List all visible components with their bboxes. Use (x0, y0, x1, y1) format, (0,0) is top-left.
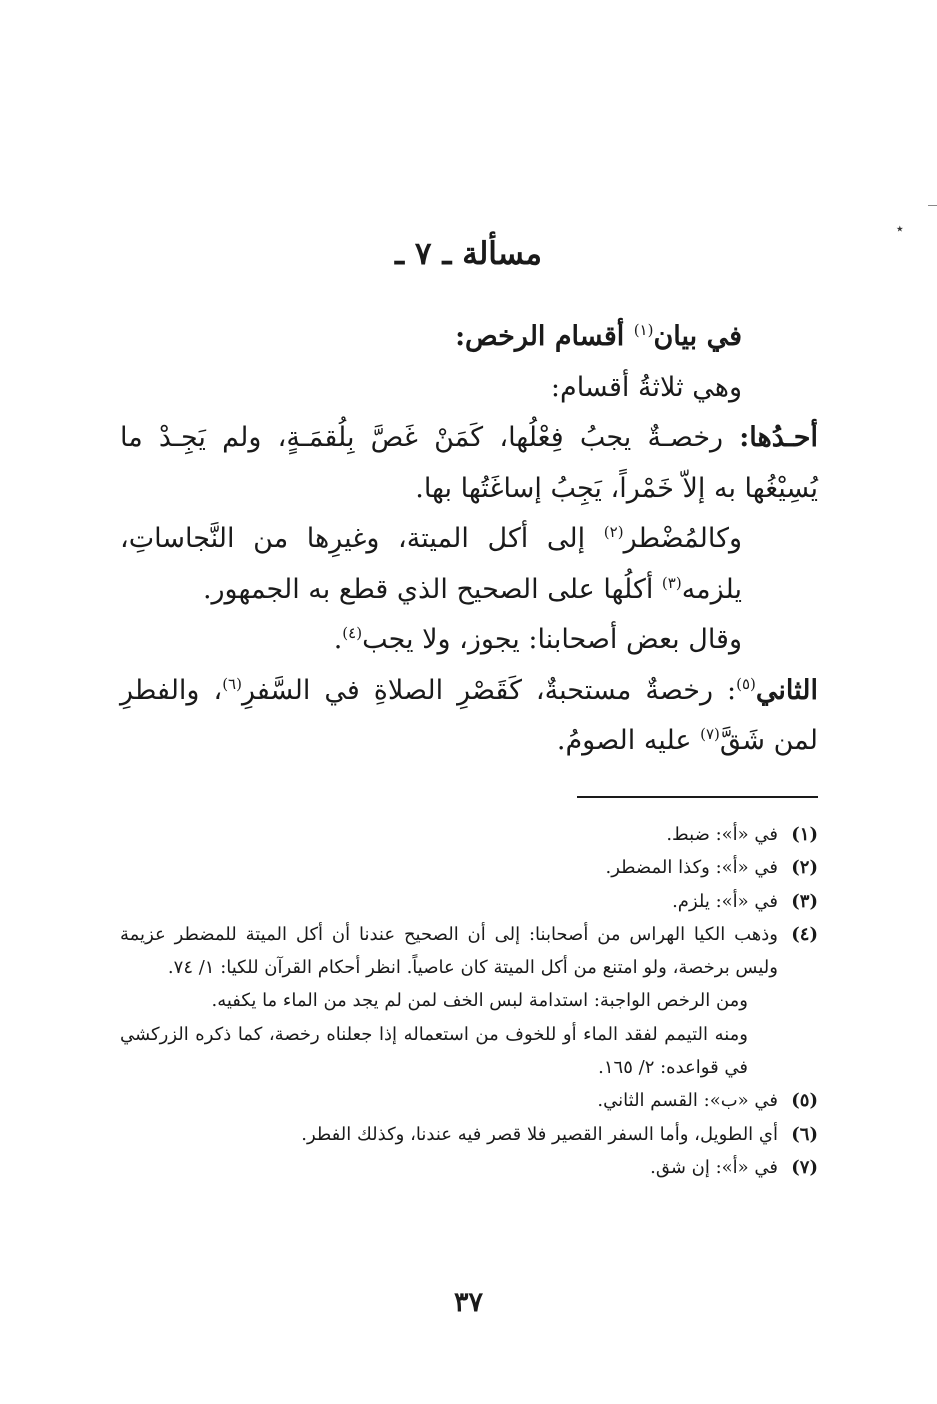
paragraph-3-rest: رخصـةٌ يجبُ فِعْلُها، كَمَنْ غَصَّ بِلُقمَـةٍ، ولم يَجِـدْ ما يُسِيْغُها به إلاّ خَمْراً، يَجِبُ إساغَتُها بها. (120, 422, 818, 504)
footnote-ref-4[interactable]: (٤) (342, 624, 363, 642)
footnote-ref-3[interactable]: (٣) (661, 573, 682, 592)
paragraph-5-a: وقال بعض أصحابنا: يجوز، ولا يجب (362, 624, 742, 655)
edge-line (928, 205, 937, 206)
footnote-number: (٥) (791, 1090, 818, 1112)
footnote-number: (٧) (791, 1156, 818, 1178)
paragraph-4-b: إلى أكل الميتة، وغيرِها من النَّجاساتِ، يلزمه (120, 523, 742, 605)
footnote-separator (577, 796, 818, 798)
paragraph-6-lead: الثاني (755, 674, 818, 706)
paragraph-6-a: : رخصةٌ مستحبةٌ، كَقَصْرِ الصلاةِ في السَّفرِ (241, 674, 737, 706)
footnote-number: (٤) (791, 923, 818, 945)
paragraph-5 (120, 615, 818, 666)
footnote-text: في «ب»: القسم الثاني. (597, 1090, 778, 1112)
footnote-text: في «أ»: ضبط. (666, 824, 778, 845)
footnote-number: (١) (791, 824, 818, 845)
paragraph-6-c: عليه الصومُ. (556, 725, 701, 756)
footnote-7 (120, 1151, 818, 1184)
footnote-6 (120, 1118, 818, 1151)
footnote-4-extra-1: ومن الرخص الواجبة: استدامة لبس الخف لمن لم يجد من الماء ما يكفيه. (211, 990, 748, 1012)
paragraph-5-b: . (333, 624, 343, 655)
footnote-ref-5[interactable]: (٥) (736, 674, 756, 693)
footnote-ref-1[interactable]: (١) (633, 321, 654, 339)
paragraph-4-c: أكلُها على الصحيح الذي قطع به الجمهور. (202, 573, 662, 605)
footnote-text: وذهب الكيا الهراس من أصحابنا: إلى أن الصحيح عندنا أن أكل الميتة للمضطر عزيمة وليس برخصة، ولو امتنع من أكل الميتة كان عاصياً. انظر أحكام القرآن للكيا: ١/ ٧٤. (120, 923, 778, 979)
paragraph-1-lead: في بيان (653, 321, 742, 352)
footnote-ref-2[interactable]: (٢) (603, 523, 624, 541)
footnote-4 (120, 918, 818, 985)
footnote-text: في «أ»: إن شق. (650, 1156, 778, 1178)
paragraph-3 (120, 413, 818, 514)
footnote-ref-7[interactable]: (٧) (700, 725, 720, 743)
footnote-3 (120, 885, 818, 918)
footnote-text: في «أ»: وكذا المضطر. (605, 857, 778, 879)
footnote-5 (120, 1084, 818, 1117)
margin-mark: ٭ (896, 221, 904, 237)
footnote-text: في «أ»: يلزم. (672, 890, 778, 912)
section-title: مسألة ـ ٧ ـ (395, 236, 542, 272)
paragraph-3-lead: أحـدُها: (739, 422, 818, 453)
footnote-number: (٦) (791, 1123, 818, 1145)
footnote-number: (٣) (791, 890, 818, 912)
paragraph-4 (120, 514, 818, 615)
main-text (120, 312, 818, 767)
paragraph-2: وهي ثلاثةُ أقسام: (550, 371, 742, 403)
footnote-1 (120, 818, 818, 851)
paragraph-6 (120, 666, 818, 767)
page-number: ٣٧ (453, 1287, 483, 1318)
paragraph-1-rest: أقسام الرخص: (455, 321, 634, 352)
footnote-2 (120, 851, 818, 884)
paragraph-1 (120, 312, 818, 363)
footnote-text: أي الطويل، وأما السفر القصير فلا قصر فيه عندنا، وكذلك الفطر. (301, 1123, 778, 1145)
paragraph-4-a: وكالمُضْطر (623, 523, 742, 554)
footnote-4-extra-2: ومنه التيمم لفقد الماء أو للخوف من استعماله إذا جعلناه رخصة، كما ذكره الزركشي في قواعده: ٢/ ١٦٥. (120, 1023, 748, 1079)
footnotes (120, 818, 818, 1184)
paragraph-6-b: ، والفطرِ لمن شَقَّ (120, 674, 818, 756)
footnote-number: (٢) (791, 857, 818, 879)
footnote-ref-6[interactable]: (٦) (222, 674, 242, 693)
